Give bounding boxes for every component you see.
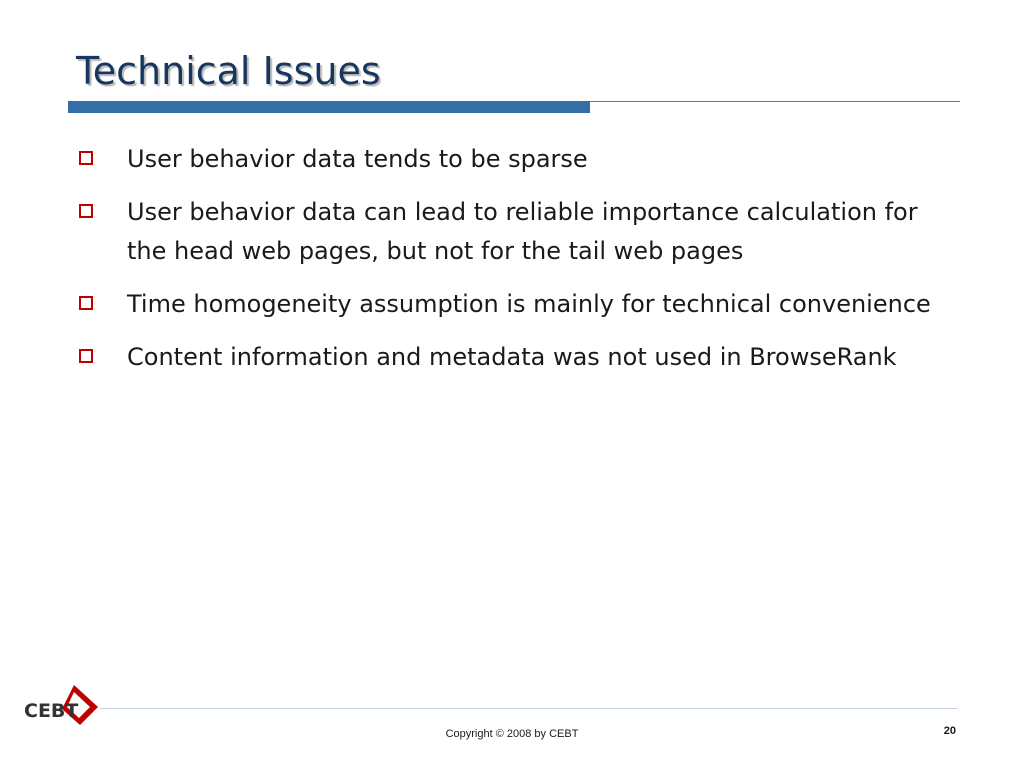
title-underline: [590, 101, 960, 102]
list-item: [76, 193, 946, 271]
square-bullet-icon: [79, 349, 93, 363]
bullet-text: User behavior data tends to be sparse: [127, 145, 588, 173]
bullet-text: Content information and metadata was not used in BrowseRank: [127, 343, 897, 371]
footer-divider: [100, 708, 958, 709]
cebt-logo: [22, 683, 102, 727]
list-item: [76, 140, 946, 179]
list-item: [76, 338, 946, 377]
logo-text: CEBT: [24, 700, 79, 722]
cebt-logo-icon: [22, 683, 102, 727]
bullet-list: [76, 140, 946, 391]
slide-title: Technical Issues: [76, 49, 381, 93]
page-number: 20: [943, 725, 956, 737]
bullet-text: Time homogeneity assumption is mainly for technical convenience: [127, 290, 931, 318]
square-bullet-icon: [79, 151, 93, 165]
title-accent-bar: [68, 101, 590, 113]
square-bullet-icon: [79, 204, 93, 218]
square-bullet-icon: [79, 296, 93, 310]
bullet-text: User behavior data can lead to reliable importance calculation for the head web pages, but not for the tail web pages: [127, 198, 918, 265]
copyright-text: Copyright © 2008 by CEBT: [445, 728, 579, 740]
list-item: [76, 285, 946, 324]
